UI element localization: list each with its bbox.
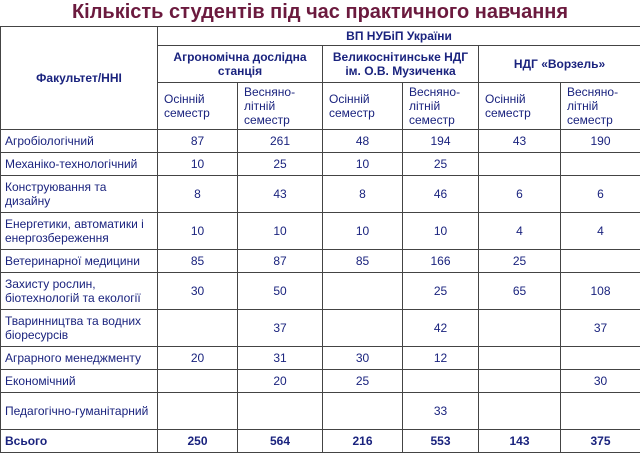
count-cell: 42 bbox=[403, 310, 479, 347]
count-cell: 20 bbox=[238, 370, 323, 393]
faculty-name: Механіко-технологічний bbox=[1, 153, 158, 176]
table-row bbox=[1, 393, 640, 430]
faculty-name: Агробіологічний bbox=[1, 130, 158, 153]
count-cell bbox=[323, 310, 403, 347]
count-cell: 10 bbox=[238, 213, 323, 250]
total-cell: 143 bbox=[479, 430, 561, 453]
count-cell: 33 bbox=[403, 393, 479, 430]
count-cell: 43 bbox=[479, 130, 561, 153]
table-row bbox=[1, 250, 640, 273]
count-cell: 4 bbox=[561, 213, 640, 250]
faculty-name: Педагогічно-гуманітарний bbox=[1, 393, 158, 430]
count-cell: 261 bbox=[238, 130, 323, 153]
count-cell: 37 bbox=[561, 310, 640, 347]
count-cell: 87 bbox=[158, 130, 238, 153]
total-cell: 564 bbox=[238, 430, 323, 453]
count-cell bbox=[323, 393, 403, 430]
station-header-agronomic: Агрономічна дослідна станція bbox=[158, 46, 323, 83]
count-cell: 37 bbox=[238, 310, 323, 347]
table-row bbox=[1, 130, 640, 153]
table-row bbox=[1, 347, 640, 370]
count-cell: 25 bbox=[323, 370, 403, 393]
faculty-column-header: Факультет/ННІ bbox=[1, 27, 158, 130]
total-cell: 250 bbox=[158, 430, 238, 453]
count-cell bbox=[479, 310, 561, 347]
count-cell: 87 bbox=[238, 250, 323, 273]
total-cell: 216 bbox=[323, 430, 403, 453]
count-cell: 194 bbox=[403, 130, 479, 153]
count-cell bbox=[323, 273, 403, 310]
count-cell bbox=[561, 153, 640, 176]
students-table bbox=[0, 26, 640, 453]
count-cell: 25 bbox=[403, 153, 479, 176]
count-cell: 85 bbox=[158, 250, 238, 273]
count-cell: 4 bbox=[479, 213, 561, 250]
faculty-name: Захисту рослин, біотехнологій та екології bbox=[1, 273, 158, 310]
count-cell bbox=[479, 347, 561, 370]
count-cell: 10 bbox=[158, 213, 238, 250]
semester-header-spring-summer: Весняно-літній семестр bbox=[561, 83, 640, 130]
table-row bbox=[1, 273, 640, 310]
semester-header-autumn: Осінній семестр bbox=[479, 83, 561, 130]
total-cell: 375 bbox=[561, 430, 640, 453]
count-cell: 10 bbox=[158, 153, 238, 176]
table-row bbox=[1, 213, 640, 250]
total-label: Всього bbox=[1, 430, 158, 453]
count-cell: 10 bbox=[323, 153, 403, 176]
station-header-velykosnitynske: Великоснітинське НДГ ім. О.В. Музиченка bbox=[323, 46, 479, 83]
faculty-name: Ветеринарної медицини bbox=[1, 250, 158, 273]
count-cell bbox=[479, 370, 561, 393]
count-cell bbox=[158, 393, 238, 430]
count-cell bbox=[238, 393, 323, 430]
faculty-name: Тваринництва та водних біоресурсів bbox=[1, 310, 158, 347]
total-cell: 553 bbox=[403, 430, 479, 453]
count-cell: 25 bbox=[479, 250, 561, 273]
count-cell: 43 bbox=[238, 176, 323, 213]
count-cell: 65 bbox=[479, 273, 561, 310]
count-cell bbox=[158, 310, 238, 347]
count-cell: 12 bbox=[403, 347, 479, 370]
station-header-vorzel: НДГ «Ворзель» bbox=[479, 46, 640, 83]
count-cell: 25 bbox=[403, 273, 479, 310]
count-cell bbox=[561, 250, 640, 273]
count-cell: 10 bbox=[403, 213, 479, 250]
count-cell: 30 bbox=[323, 347, 403, 370]
semester-header-autumn: Осінній семестр bbox=[158, 83, 238, 130]
count-cell: 166 bbox=[403, 250, 479, 273]
count-cell bbox=[403, 370, 479, 393]
count-cell: 6 bbox=[561, 176, 640, 213]
count-cell bbox=[479, 153, 561, 176]
count-cell: 25 bbox=[238, 153, 323, 176]
count-cell: 48 bbox=[323, 130, 403, 153]
count-cell: 10 bbox=[323, 213, 403, 250]
table-row bbox=[1, 370, 640, 393]
count-cell: 46 bbox=[403, 176, 479, 213]
count-cell: 30 bbox=[561, 370, 640, 393]
count-cell: 8 bbox=[158, 176, 238, 213]
page-title: Кількість студентів під час практичного навчання bbox=[0, 0, 640, 26]
count-cell: 190 bbox=[561, 130, 640, 153]
count-cell: 6 bbox=[479, 176, 561, 213]
faculty-name: Енергетики, автоматики і енергозбереження bbox=[1, 213, 158, 250]
table-row bbox=[1, 176, 640, 213]
count-cell bbox=[479, 393, 561, 430]
header-row-group bbox=[1, 27, 640, 46]
semester-header-spring-summer: Весняно-літній семестр bbox=[403, 83, 479, 130]
table-row bbox=[1, 310, 640, 347]
table-row bbox=[1, 153, 640, 176]
semester-header-autumn: Осінній семестр bbox=[323, 83, 403, 130]
count-cell: 31 bbox=[238, 347, 323, 370]
count-cell: 30 bbox=[158, 273, 238, 310]
group-header: ВП НУБіП України bbox=[158, 27, 640, 46]
count-cell bbox=[561, 347, 640, 370]
count-cell: 8 bbox=[323, 176, 403, 213]
faculty-name: Аграрного менеджменту bbox=[1, 347, 158, 370]
faculty-name: Економічний bbox=[1, 370, 158, 393]
count-cell bbox=[561, 393, 640, 430]
count-cell: 20 bbox=[158, 347, 238, 370]
faculty-name: Конструювання та дизайну bbox=[1, 176, 158, 213]
semester-header-spring-summer: Весняно-літній семестр bbox=[238, 83, 323, 130]
count-cell bbox=[158, 370, 238, 393]
count-cell: 85 bbox=[323, 250, 403, 273]
total-row bbox=[1, 430, 640, 453]
count-cell: 108 bbox=[561, 273, 640, 310]
count-cell: 50 bbox=[238, 273, 323, 310]
